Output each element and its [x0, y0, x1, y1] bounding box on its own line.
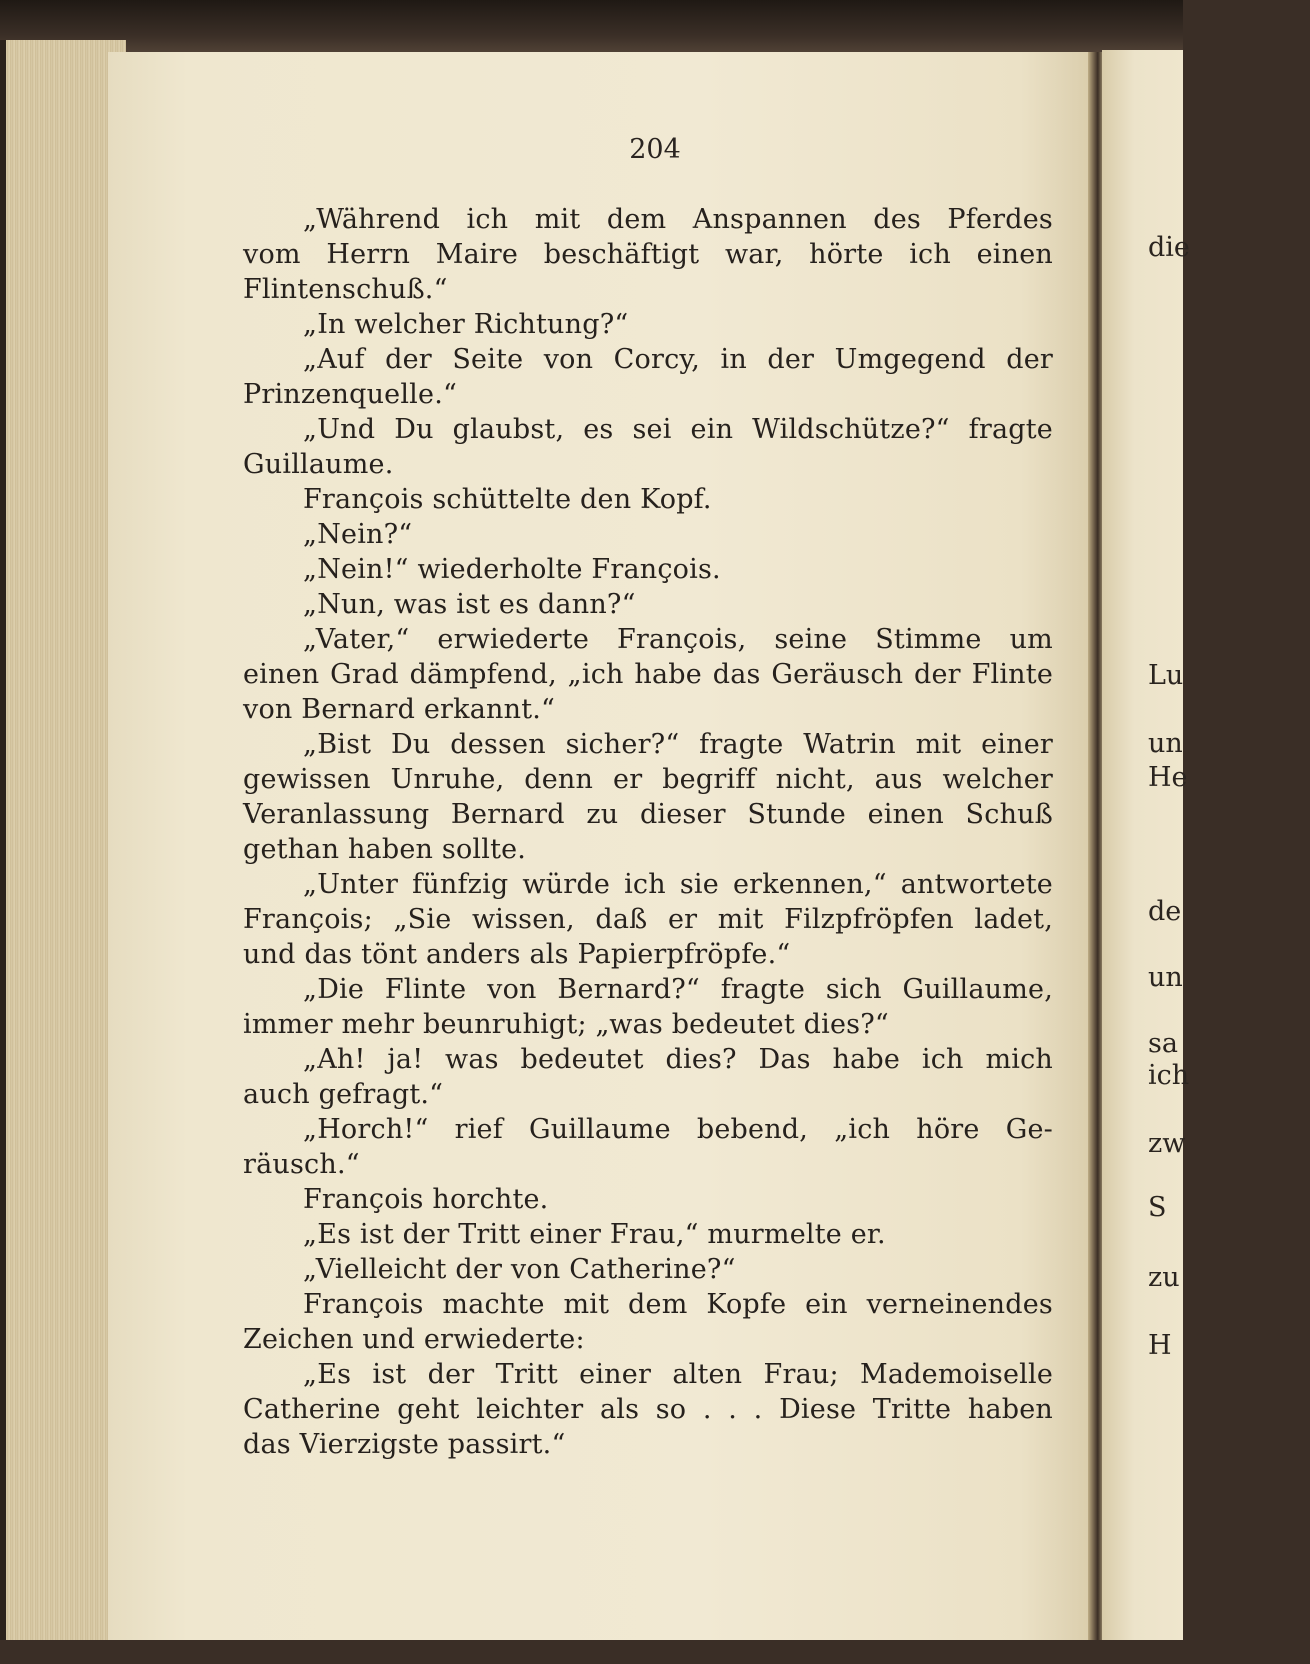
- facing-page-edge: [1102, 50, 1183, 1642]
- facing-page-fragment: He: [1148, 762, 1188, 793]
- facing-page-fragment: die: [1148, 232, 1190, 263]
- text-line: das Vierzigste passirt.“: [243, 1429, 566, 1460]
- text-line: „Bist Du dessen sicher?“ fragte Watrin mit einer: [303, 729, 1053, 760]
- text-line: „In welcher Richtung?“: [303, 309, 629, 340]
- page-number: 204: [629, 134, 681, 165]
- facing-page-fragment: ich: [1148, 1060, 1190, 1091]
- text-line: gethan haben sollte.: [243, 834, 527, 865]
- text-line: gewissen Unruhe, denn er begriff nicht, aus welcher: [243, 764, 1053, 795]
- text-line: „Nein?“: [303, 519, 413, 550]
- text-line: „Die Flinte von Bernard?“ fragte sich Guillaume,: [303, 974, 1053, 1005]
- text-line: Flintenschuß.“: [243, 274, 448, 305]
- page-text: [243, 202, 1053, 1462]
- text-line: „Während ich mit dem Anspannen des Pferdes: [303, 204, 1053, 235]
- facing-page-fragment: de: [1148, 896, 1182, 927]
- text-line: „Und Du glaubst, es sei ein Wildschütze?“ fragte: [303, 414, 1053, 445]
- facing-page-fragment: zu: [1148, 1262, 1180, 1293]
- text-line: Catherine geht leichter als so . . . Diese Tritte haben: [243, 1394, 1053, 1425]
- facing-page-fragment: un: [1148, 962, 1183, 993]
- facing-page-fragment: un: [1148, 728, 1183, 759]
- text-line: „Nun, was ist es dann?“: [303, 589, 636, 620]
- text-line: „Es ist der Tritt einer Frau,“ murmelte er.: [303, 1219, 886, 1250]
- text-line: „Auf der Seite von Corcy, in der Umgegend der: [303, 344, 1053, 375]
- book-gutter: [1088, 52, 1102, 1642]
- text-line: Zeichen und erwiederte:: [243, 1324, 585, 1355]
- facing-page-fragment: S: [1148, 1192, 1167, 1223]
- book-cover-bottom: [0, 1640, 1183, 1664]
- book-cover-top: [0, 0, 1183, 60]
- text-line: Veranlassung Bernard zu dieser Stunde einen Schuß: [243, 799, 1053, 830]
- text-line: „Horch!“ rief Guillaume bebend, „ich höre Ge-: [303, 1114, 1053, 1145]
- text-line: „Vater,“ erwiederte François, seine Stimme um: [303, 624, 1053, 655]
- text-line: Prinzenquelle.“: [243, 379, 457, 410]
- text-line: auch gefragt.“: [243, 1079, 444, 1110]
- text-line: François; „Sie wissen, daß er mit Filzpfröpfen ladet,: [243, 904, 1053, 935]
- text-line: Guillaume.: [243, 449, 394, 480]
- text-line: vom Herrn Maire beschäftigt war, hörte ich einen: [243, 239, 1053, 270]
- text-line: immer mehr beunruhigt; „was bedeutet dies?“: [243, 1009, 889, 1040]
- text-line: und das tönt anders als Papierpfröpfe.“: [243, 939, 791, 970]
- text-line: „Nein!“ wiederholte François.: [303, 554, 721, 585]
- text-line: einen Grad dämpfend, „ich habe das Geräusch der Flinte: [243, 659, 1053, 690]
- text-line: von Bernard erkannt.“: [243, 694, 556, 725]
- text-line: räusch.“: [243, 1149, 360, 1180]
- text-line: „Ah! ja! was bedeutet dies? Das habe ich mich: [303, 1044, 1053, 1075]
- facing-page-fragment: zw: [1148, 1128, 1186, 1159]
- text-line: „Unter fünfzig würde ich sie erkennen,“ antwortete: [303, 869, 1053, 900]
- text-line: François schüttelte den Kopf.: [303, 484, 712, 515]
- facing-page-fragment: H: [1148, 1330, 1172, 1361]
- facing-page-fragment: sa: [1148, 1028, 1178, 1059]
- text-line: François machte mit dem Kopfe ein verneinendes: [303, 1289, 1053, 1320]
- facing-page-fragment: Lu: [1148, 660, 1184, 691]
- text-line: François horchte.: [303, 1184, 549, 1215]
- text-line: „Es ist der Tritt einer alten Frau; Mademoiselle: [303, 1359, 1053, 1390]
- text-line: „Vielleicht der von Catherine?“: [303, 1254, 736, 1285]
